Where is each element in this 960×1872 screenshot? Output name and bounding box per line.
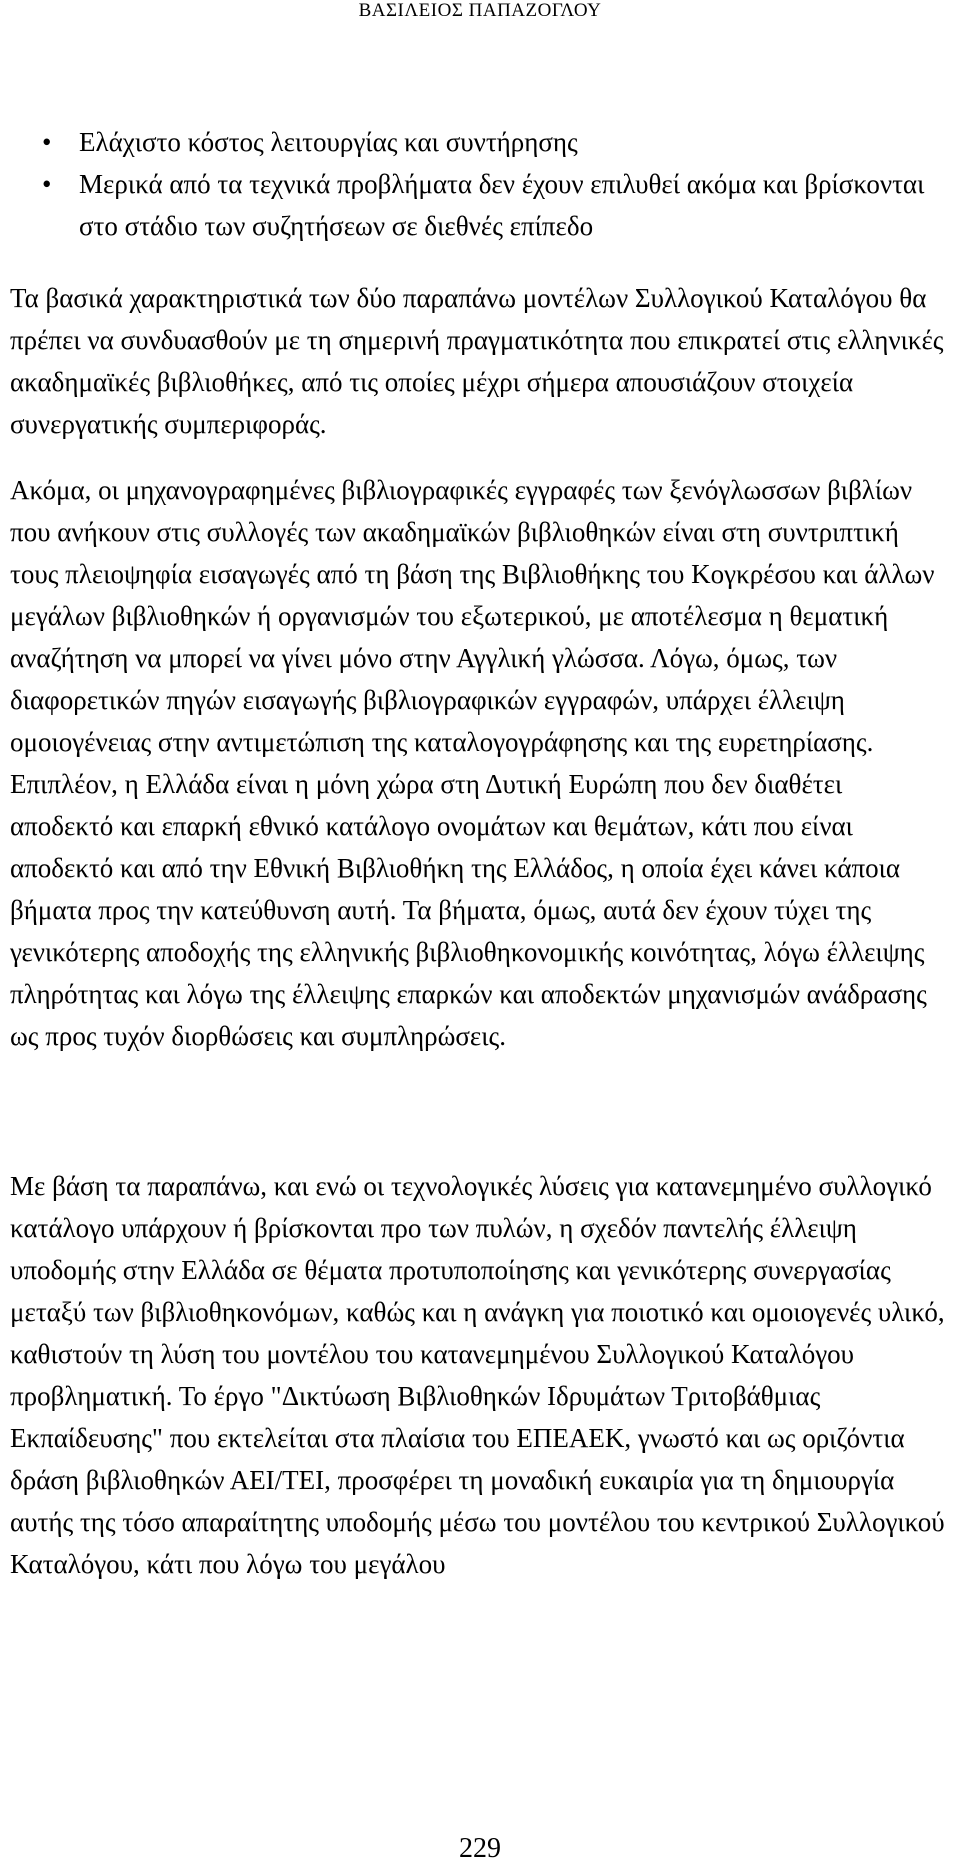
body-paragraph-conclusion: Με βάση τα παραπάνω, και ενώ οι τεχνολογικές λύσεις για κατανεμημένο συλλογικό κατάλογο υπάρχουν ή βρίσκονται προ των πυλών, η σχεδόν παντελής έλλειψη υποδομής στην Ελλάδα σε θέματα προτυποποίησης και γενικότερης συνεργασίας μεταξύ των βιβλιοθηκονόμων, καθώς και η ανάγκη για ποιοτικό και ομοιογενές υλικό, καθιστούν τη λύση του μοντέλου του κατανεμημένου Συλλογικού Καταλόγου προβληματική. Το έργο "Δικτύωση Βιβλιοθηκών Ιδρυμάτων Τριτοβάθμιας Εκπαίδευσης" που εκτελείται στα πλαίσια του ΕΠΕΑΕΚ, γνωστό και ως οριζόντια δράση βιβλιοθηκών ΑΕΙ/ΤΕΙ, προσφέρει τη μοναδική ευκαιρία για τη δημιουργία αυτής της τόσο απαραίτητης υποδομής μέσω του μοντέλου του κεντρικού Συλλογικού Καταλόγου, κάτι που λόγω του μεγάλου: [10, 1171, 945, 1579]
bullet-list: [0, 121, 960, 247]
bullet-item-cost: • Ελάχιστο κόστος λειτουργίας και συντήρησης: [0, 121, 960, 163]
page-number: 229: [459, 1833, 501, 1864]
body-paragraph-models: Τα βασικά χαρακτηριστικά των δύο παραπάνω μοντέλων Συλλογικού Καταλόγου θα πρέπει να συνδυασθούν με τη σημερινή πραγματικότητα που επικρατεί στις ελληνικές ακαδημαϊκές βιβλιοθήκες, από τις οποίες μέχρι σήμερα απουσιάζουν στοιχεία συνεργατικής συμπεριφοράς.: [10, 283, 944, 439]
running-header: ΒΑΣΙΛΕΙΟΣ ΠΑΠΑΖΟΓΛΟΥ: [358, 0, 602, 21]
bullet-item-technical-problems: • Μερικά από τα τεχνικά προβλήματα δεν έχουν επιλυθεί ακόμα και βρίσκονται στο στάδιο των συζητήσεων σε διεθνές επίπεδο: [0, 163, 960, 247]
body-paragraph-records: Ακόμα, οι μηχανογραφημένες βιβλιογραφικές εγγραφές των ξενόγλωσσων βιβλίων που ανήκουν στις συλλογές των ακαδημαϊκών βιβλιοθηκών είναι στη συντριπτική τους πλειοψηφία εισαγωγές από τη βάση της Βιβλιοθήκης του Κογκρέσου και άλλων μεγάλων βιβλιοθηκών ή οργανισμών του εξωτερικού, με αποτέλεσμα η θεματική αναζήτηση να μπορεί να γίνει μόνο στην Αγγλική γλώσσα. Λόγω, όμως, των διαφορετικών πηγών εισαγωγής βιβλιογραφικών εγγραφών, υπάρχει έλλειψη ομοιογένειας στην αντιμετώπιση της καταλογογράφησης και της ευρετηρίασης. Επιπλέον, η Ελλάδα είναι η μόνη χώρα στη Δυτική Ευρώπη που δεν διαθέτει αποδεκτό και επαρκή εθνικό κατάλογο ονομάτων και θεμάτων, κάτι που είναι αποδεκτό και από την Εθνική Βιβλιοθήκη της Ελλάδος, η οποία έχει κάνει κάποια βήματα προς την κατεύθυνση αυτή. Τα βήματα, όμως, αυτά δεν έχουν τύχει της γενικότερης αποδοχής της ελληνικής βιβλιοθηκονομικής κοινότητας, λόγω έλλειψης πληρότητας και λόγω της έλλειψης επαρκών και αποδεκτών μηχανισμών ανάδρασης ως προς τυχόν διορθώσεις και συμπληρώσεις.: [10, 475, 935, 1051]
